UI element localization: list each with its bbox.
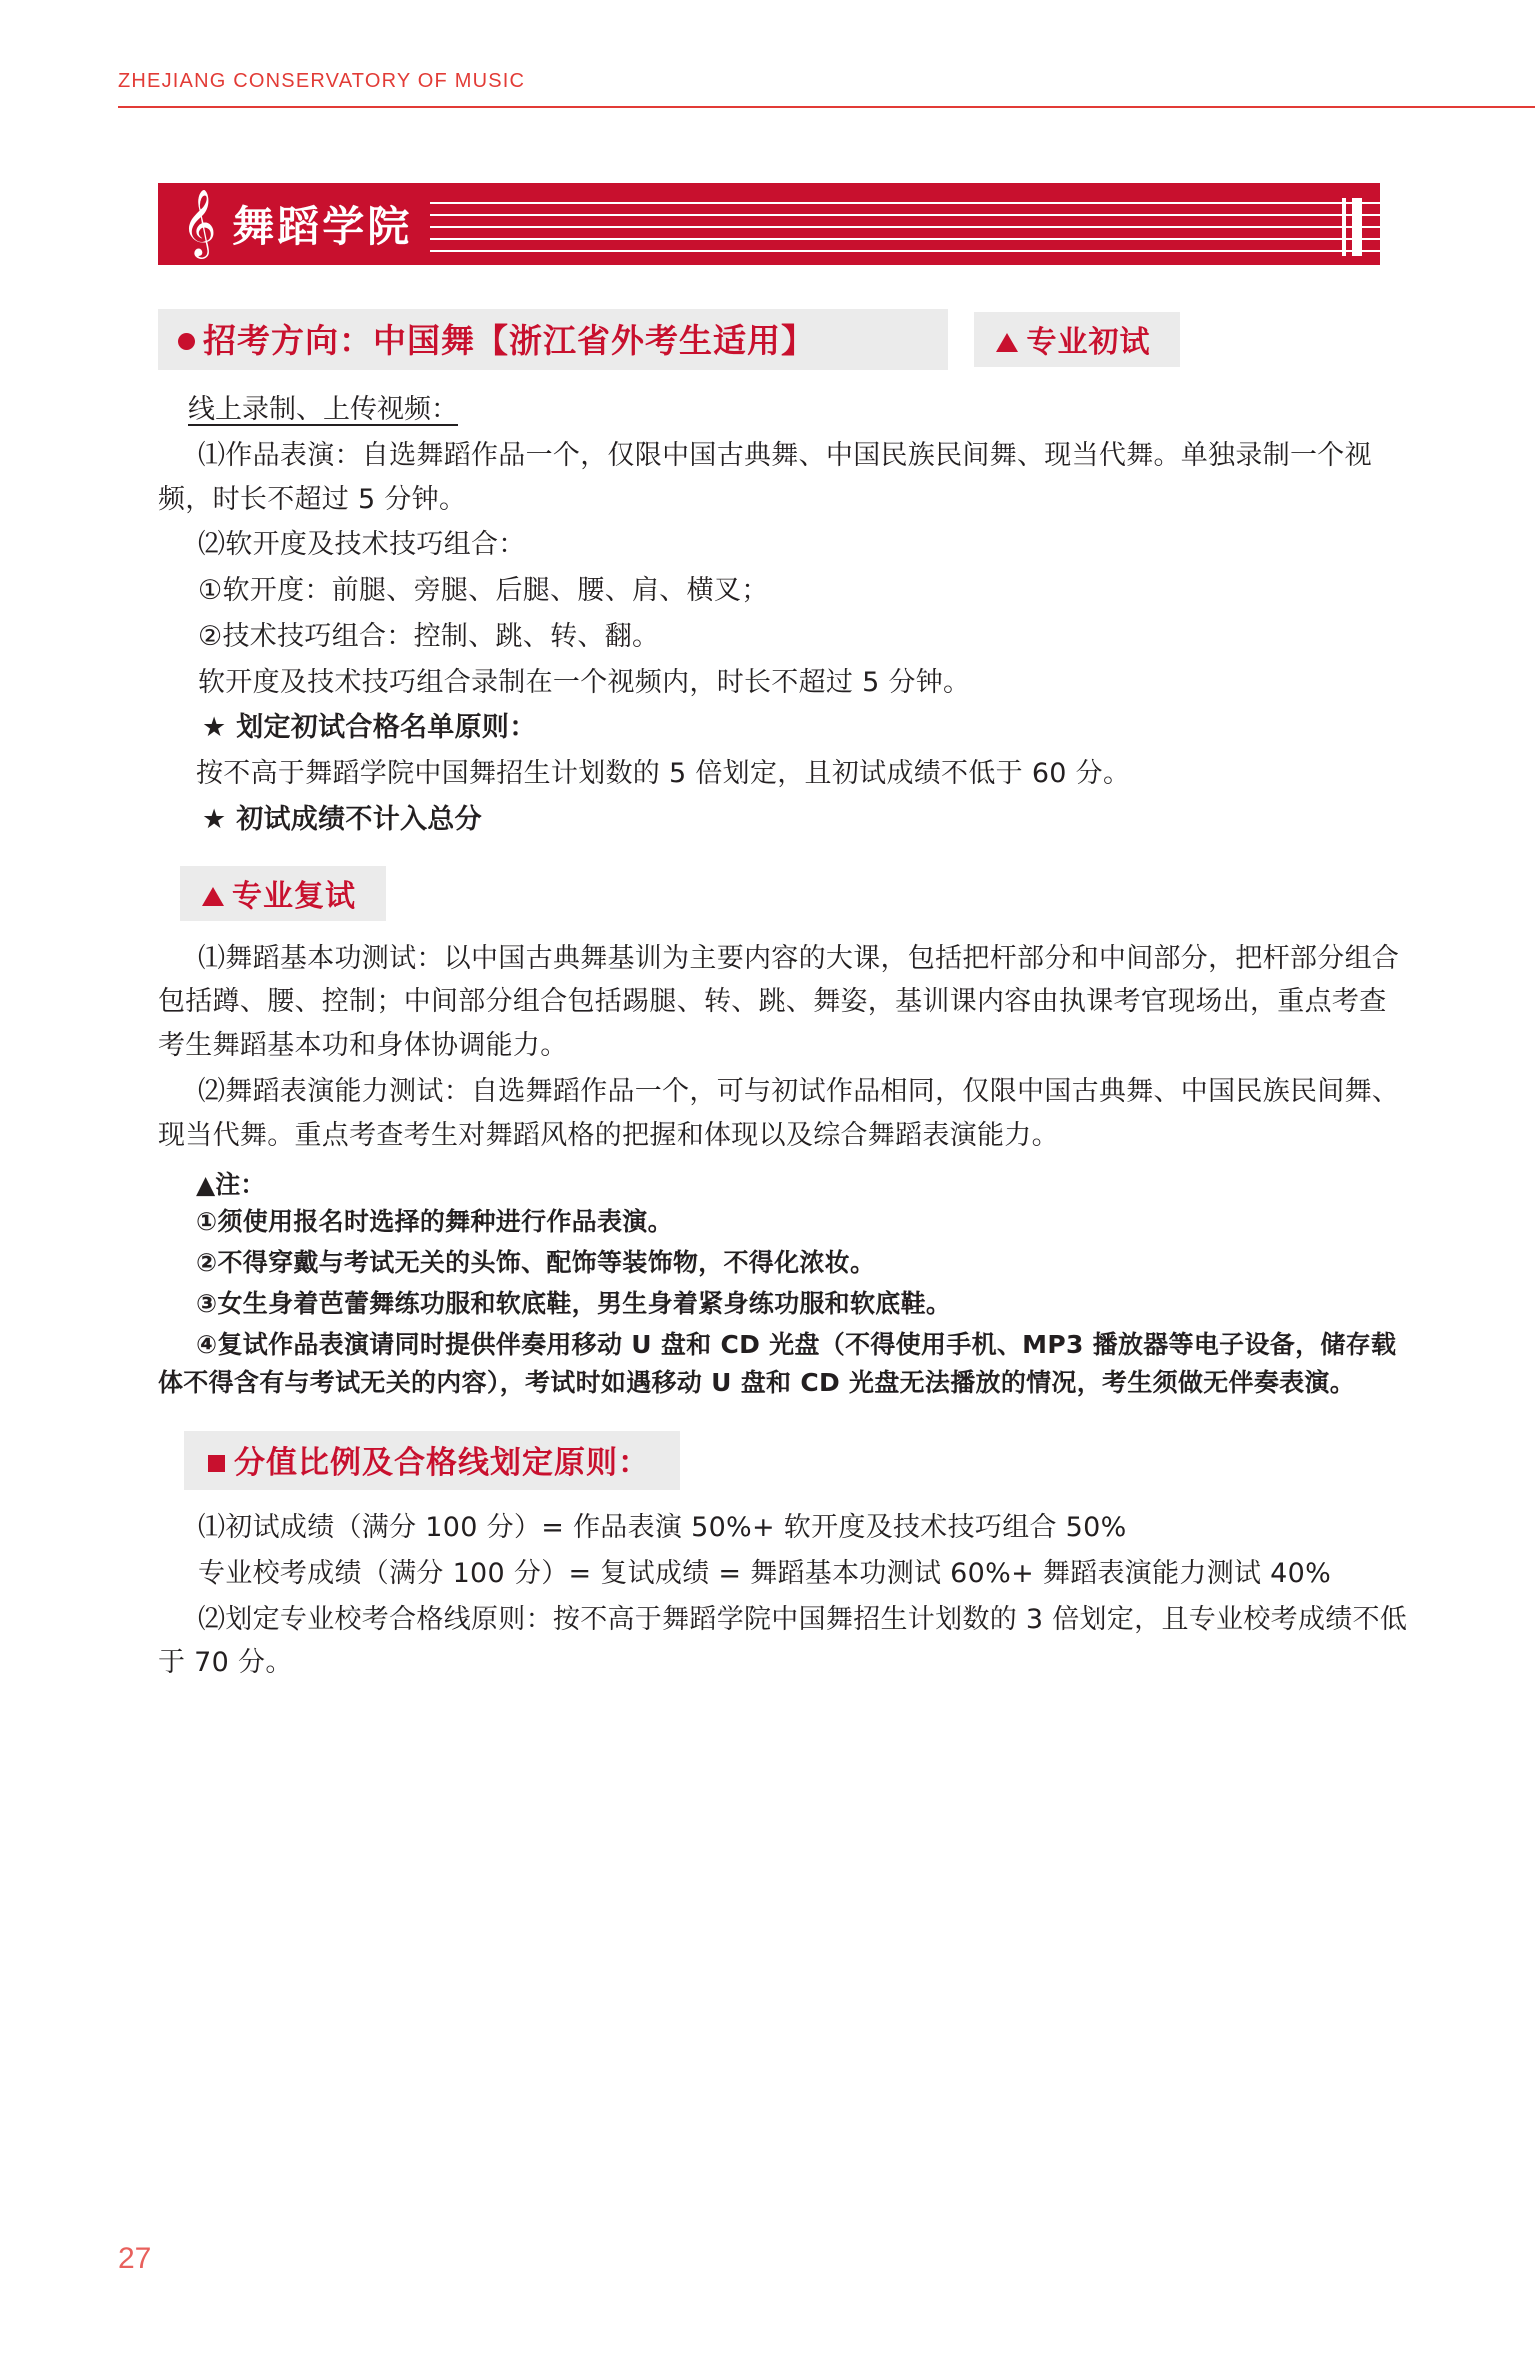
- note-item-1: ①须使用报名时选择的舞种进行作品表演。: [196, 1207, 673, 1237]
- triangle-bullet-icon: [996, 333, 1018, 352]
- callback-exam-heading: [180, 866, 386, 921]
- callback-item-1: ⑴舞蹈基本功测试：以中国古典舞基训为主要内容的大课，包括把杆部分和中间部分，把杆部分组合包括蹲、腰、控制；中间部分组合包括踢腿、转、跳、舞姿，基训课内容由执课考官现场出，重点考查考生舞蹈基本功和身体协调能力。: [158, 942, 1400, 1062]
- preliminary-exam-heading: [974, 312, 1180, 367]
- institution-name: ZHEJIANG CONSERVATORY OF MUSIC: [118, 70, 526, 92]
- score-ratio-body: [158, 1506, 1408, 1685]
- preliminary-item-4: ②技术技巧组合：控制、跳、转、翻。: [198, 620, 660, 652]
- preliminary-star-2: ★ 初试成绩不计入总分: [202, 803, 482, 835]
- major-direction-text: 招考方向：中国舞【浙江省外考生适用】: [203, 321, 815, 360]
- note-item-4: ④复试作品表演请同时提供伴奏用移动 U 盘和 CD 光盘（不得使用手机、MP3 播放器等电子设备，储存载体不得含有与考试无关的内容），考试时如遇移动 U 盘和 CD 光盘无法播放的情况，考生须做无伴奏表演。: [158, 1329, 1397, 1398]
- document-content: [158, 290, 1408, 1687]
- page-number: 27: [118, 2242, 152, 2275]
- note-item-3: ③女生身着芭蕾舞练功服和软底鞋，男生身着紧身练功服和软底鞋。: [196, 1288, 952, 1318]
- preliminary-star-detail: 按不高于舞蹈学院中国舞招生计划数的 5 倍划定，且初试成绩不低于 60 分。: [196, 758, 1131, 790]
- section-banner: [158, 183, 1380, 265]
- online-recording-label: 线上录制、上传视频：: [188, 394, 458, 425]
- major-direction-heading: [158, 309, 948, 370]
- preliminary-exam-body: [158, 383, 1408, 842]
- note-title: ▲注：: [196, 1170, 266, 1200]
- score-line-1: ⑴初试成绩（满分 100 分）= 作品表演 50%+ 软开度及技术技巧组合 50%: [198, 1512, 1127, 1544]
- triangle-bullet-icon: [202, 887, 224, 906]
- preliminary-exam-title: 专业初试: [1026, 325, 1151, 360]
- preliminary-item-2: ⑵软开度及技术技巧组合：: [198, 529, 526, 561]
- score-ratio-title: 分值比例及合格线划定原则：: [234, 1445, 650, 1482]
- score-line-2: 专业校考成绩（满分 100 分）= 复试成绩 = 舞蹈基本功测试 60%+ 舞蹈表演能力测试 40%: [198, 1557, 1332, 1589]
- banner-title: 舞蹈学院: [232, 202, 413, 251]
- preliminary-item-3: ①软开度：前腿、旁腿、后腿、腰、肩、横叉；: [198, 575, 769, 607]
- square-bullet-icon: [208, 1455, 225, 1472]
- header-divider: [118, 106, 1535, 108]
- staff-endbar-thin: [1342, 198, 1346, 256]
- callback-exam-body: [158, 937, 1408, 1403]
- circle-bullet-icon: [178, 333, 195, 350]
- preliminary-item-5: 软开度及技术技巧组合录制在一个视频内，时长不超过 5 分钟。: [198, 666, 971, 698]
- staff-endbar-thick: [1352, 198, 1362, 256]
- score-ratio-heading: [184, 1431, 680, 1490]
- callback-notes: [158, 1165, 1408, 1403]
- callback-exam-title: 专业复试: [232, 878, 356, 914]
- treble-clef-icon: 𝄞: [182, 188, 217, 256]
- page-header: [118, 70, 1418, 93]
- preliminary-item-1: ⑴作品表演：自选舞蹈作品一个，仅限中国古典舞、中国民族民间舞、现当代舞。单独录制一个视频，时长不超过 5 分钟。: [158, 440, 1372, 515]
- score-line-3: ⑵划定专业校考合格线原则：按不高于舞蹈学院中国舞招生计划数的 3 倍划定，且专业校考成绩不低于 70 分。: [158, 1603, 1408, 1679]
- note-item-2: ②不得穿戴与考试无关的头饰、配饰等装饰物，不得化浓妆。: [196, 1248, 876, 1278]
- callback-item-2: ⑵舞蹈表演能力测试：自选舞蹈作品一个，可与初试作品相同，仅限中国古典舞、中国民族民间舞、现当代舞。重点考查考生对舞蹈风格的把握和体现以及综合舞蹈表演能力。: [158, 1075, 1400, 1151]
- staff-lines-decoration: [430, 196, 1380, 252]
- preliminary-star-1: ★ 划定初试合格名单原则：: [202, 712, 537, 744]
